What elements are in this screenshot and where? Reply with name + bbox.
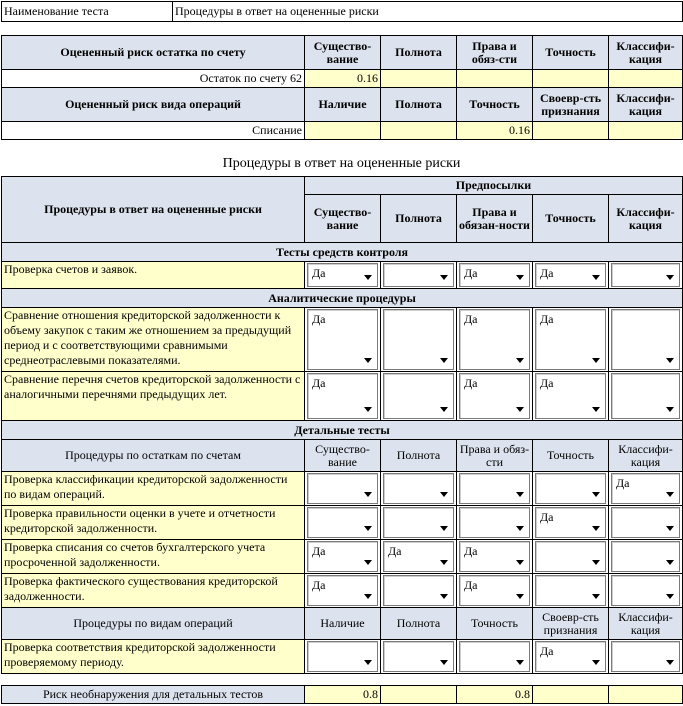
assertion-cell — [533, 574, 609, 608]
chevron-down-icon[interactable] — [364, 660, 372, 665]
assertion-dropdown[interactable] — [307, 309, 378, 370]
assertion-dropdown[interactable] — [383, 575, 454, 606]
procedure-text: Проверка правильности оценки в учете и отчетности кредиторской задолженности. — [2, 506, 305, 540]
assertion-dropdown[interactable] — [459, 541, 530, 572]
chevron-down-icon[interactable] — [364, 275, 372, 280]
chevron-down-icon[interactable] — [516, 492, 524, 497]
assertion-dropdown[interactable] — [535, 373, 606, 419]
section-title: Процедуры в ответ на оцененные риски — [222, 156, 461, 171]
chevron-down-icon[interactable] — [666, 358, 674, 363]
assertion-cell — [457, 574, 533, 608]
chevron-down-icon[interactable] — [440, 492, 448, 497]
assertion-cell — [457, 472, 533, 506]
col-timeliness: Своевр-сть признания — [533, 88, 609, 122]
assertion-cell — [381, 372, 457, 421]
assertion-cell — [533, 640, 609, 674]
col-completeness: Полнота — [381, 36, 457, 70]
dropdown-value: Да — [312, 312, 326, 326]
assertion-cell — [381, 506, 457, 540]
assertion-dropdown[interactable] — [307, 641, 378, 672]
risk-input[interactable] — [381, 122, 457, 140]
assertions-header: Предпосылки — [305, 177, 683, 195]
assertion-dropdown[interactable] — [611, 541, 680, 572]
assertion-cell — [305, 308, 381, 372]
assertion-cell — [305, 372, 381, 421]
assertion-dropdown[interactable] — [459, 473, 530, 504]
assertion-cell — [381, 262, 457, 289]
assertion-dropdown[interactable] — [383, 507, 454, 538]
col-classification: Классифи-кация — [609, 36, 683, 70]
assertion-dropdown[interactable] — [535, 309, 606, 370]
detection-risk-table — [1, 685, 683, 704]
chevron-down-icon[interactable] — [440, 660, 448, 665]
col-rights: Права и обяз-сти — [457, 36, 533, 70]
assertion-cell — [609, 372, 683, 421]
col-classification: Классифи-кация — [609, 195, 683, 243]
detection-risk-value[interactable]: 0.8 — [305, 686, 381, 704]
assertion-dropdown[interactable] — [383, 263, 454, 287]
assertion-cell — [457, 262, 533, 289]
procedure-text: Проверка фактического существования кредиторской задолженности. — [2, 574, 305, 608]
col-accuracy: Точность — [457, 88, 533, 122]
risk-input[interactable]: 0.16 — [305, 70, 381, 88]
col-occurrence: Наличие — [305, 88, 381, 122]
col-classification: Классифи-кация — [609, 88, 683, 122]
col-accuracy: Точность — [533, 440, 609, 472]
chevron-down-icon[interactable] — [666, 492, 674, 497]
col-timeliness: Своевр-сть признания — [533, 608, 609, 640]
assertion-cell — [305, 262, 381, 289]
assertion-cell — [305, 540, 381, 574]
assertion-dropdown[interactable] — [611, 641, 680, 672]
balances-subheader: Процедуры по остаткам по счетам — [2, 440, 305, 472]
assertion-cell — [609, 574, 683, 608]
assertion-cell — [609, 640, 683, 674]
assertion-cell — [533, 372, 609, 421]
procedure-row — [2, 640, 683, 674]
col-accuracy: Точность — [533, 36, 609, 70]
assessed-risk-table — [1, 35, 683, 140]
operations-subheader: Процедуры по видам операций — [2, 608, 305, 640]
chevron-down-icon[interactable] — [364, 358, 372, 363]
chevron-down-icon[interactable] — [592, 560, 600, 565]
detection-risk-value[interactable] — [609, 686, 683, 704]
assertion-dropdown[interactable] — [459, 507, 530, 538]
dropdown-value: Да — [464, 312, 478, 326]
procedures-header: Процедуры в ответ на оцененные риски — [2, 177, 305, 243]
procedure-text: Проверка счетов и заявок. — [2, 262, 305, 289]
procedure-text: Сравнение отношения кредиторской задолженности к объему закупок с таким же отношением за предыдущий период и с соответствующими сравнимыми среднеотраслевыми показателями. — [2, 308, 305, 372]
procedure-text: Проверка классификации кредиторской задолженности по видам операций. — [2, 472, 305, 506]
chevron-down-icon[interactable] — [516, 358, 524, 363]
detection-risk-value[interactable]: 0.8 — [457, 686, 533, 704]
procedure-row — [2, 262, 683, 289]
chevron-down-icon[interactable] — [364, 492, 372, 497]
dropdown-value: Да — [540, 266, 554, 280]
col-classification: Классифи-кация — [609, 440, 683, 472]
assertion-cell — [305, 472, 381, 506]
dropdown-value: Да — [312, 544, 326, 558]
section-analytical: Аналитические процедуры — [2, 289, 683, 308]
assertion-cell — [533, 308, 609, 372]
chevron-down-icon[interactable] — [666, 275, 674, 280]
assertion-cell — [533, 262, 609, 289]
assertion-cell — [381, 640, 457, 674]
operation-row-label: Списание — [2, 122, 305, 140]
assertion-dropdown[interactable] — [535, 473, 606, 504]
chevron-down-icon[interactable] — [592, 275, 600, 280]
assertion-dropdown[interactable] — [535, 541, 606, 572]
assertion-dropdown[interactable] — [611, 507, 680, 538]
assertion-cell — [533, 540, 609, 574]
assertion-dropdown[interactable] — [383, 541, 454, 572]
chevron-down-icon[interactable] — [516, 407, 524, 412]
assertion-dropdown[interactable] — [383, 641, 454, 672]
procedure-row — [2, 308, 683, 372]
assertion-dropdown[interactable] — [611, 263, 680, 287]
operation-risk-header: Оцененный риск вида операций — [2, 88, 305, 122]
chevron-down-icon[interactable] — [516, 594, 524, 599]
risk-input[interactable] — [381, 70, 457, 88]
risk-input[interactable] — [457, 70, 533, 88]
procedure-text: Проверка списания со счетов бухгалтерского учета просроченной задолженности. — [2, 540, 305, 574]
chevron-down-icon[interactable] — [440, 594, 448, 599]
procedure-text: Проверка соответствия кредиторской задолженности проверяемому периоду. — [2, 640, 305, 674]
dropdown-value: Да — [540, 510, 554, 524]
chevron-down-icon[interactable] — [592, 526, 600, 531]
risk-input[interactable] — [305, 122, 381, 140]
chevron-down-icon[interactable] — [364, 594, 372, 599]
account-row-label: Остаток по счету 62 — [2, 70, 305, 88]
assertion-dropdown[interactable] — [307, 507, 378, 538]
assertion-dropdown[interactable] — [383, 309, 454, 370]
assertion-cell — [305, 506, 381, 540]
dropdown-value: Да — [312, 578, 326, 592]
dropdown-value: Да — [616, 476, 630, 490]
chevron-down-icon[interactable] — [666, 407, 674, 412]
procedure-row — [2, 472, 683, 506]
dropdown-value: Да — [388, 544, 402, 558]
test-name-value[interactable]: Процедуры в ответ на оцененные риски — [173, 2, 683, 22]
assertion-cell — [609, 506, 683, 540]
chevron-down-icon[interactable] — [440, 560, 448, 565]
chevron-down-icon[interactable] — [666, 560, 674, 565]
chevron-down-icon[interactable] — [666, 594, 674, 599]
col-accuracy: Точность — [457, 608, 533, 640]
assertion-dropdown[interactable] — [307, 263, 378, 287]
assertion-cell — [609, 262, 683, 289]
dropdown-value: Да — [540, 312, 554, 326]
chevron-down-icon[interactable] — [516, 275, 524, 280]
test-name-table — [1, 1, 683, 22]
chevron-down-icon[interactable] — [592, 358, 600, 363]
col-existence: Существо-вание — [305, 36, 381, 70]
chevron-down-icon[interactable] — [516, 526, 524, 531]
assertion-dropdown[interactable] — [307, 373, 378, 419]
assertion-dropdown[interactable] — [611, 473, 680, 504]
col-completeness: Полнота — [381, 440, 457, 472]
assertion-cell — [457, 506, 533, 540]
procedure-row — [2, 506, 683, 540]
dropdown-value: Да — [464, 544, 478, 558]
chevron-down-icon[interactable] — [666, 526, 674, 531]
assertion-cell — [609, 308, 683, 372]
procedure-row — [2, 540, 683, 574]
assertion-cell — [305, 640, 381, 674]
assertion-cell — [533, 506, 609, 540]
dropdown-value: Да — [312, 376, 326, 390]
assertion-dropdown[interactable] — [535, 641, 606, 672]
detection-risk-label: Риск необнаружения для детальных тестов — [2, 686, 305, 704]
chevron-down-icon[interactable] — [440, 358, 448, 363]
account-risk-header: Оцененный риск остатка по счету — [2, 36, 305, 70]
chevron-down-icon[interactable] — [364, 526, 372, 531]
chevron-down-icon[interactable] — [364, 560, 372, 565]
assertion-dropdown[interactable] — [611, 309, 680, 370]
assertion-cell — [381, 574, 457, 608]
assertion-dropdown[interactable] — [611, 575, 680, 606]
assertion-dropdown[interactable] — [383, 373, 454, 419]
assertion-cell — [457, 308, 533, 372]
procedure-text: Сравнение перечня счетов кредиторской задолженности с аналогичными перечнями предыдущих лет. — [2, 372, 305, 421]
risk-input[interactable]: 0.16 — [457, 122, 533, 140]
chevron-down-icon[interactable] — [666, 660, 674, 665]
assertion-cell — [381, 472, 457, 506]
risk-input[interactable] — [609, 122, 683, 140]
chevron-down-icon[interactable] — [516, 660, 524, 665]
chevron-down-icon[interactable] — [592, 594, 600, 599]
chevron-down-icon[interactable] — [592, 492, 600, 497]
col-completeness: Полнота — [381, 195, 457, 243]
col-rights: Права и обязан-ности — [457, 195, 533, 243]
col-completeness: Полнота — [381, 608, 457, 640]
detection-risk-value[interactable] — [533, 686, 609, 704]
chevron-down-icon[interactable] — [592, 660, 600, 665]
col-existence: Существо-вание — [305, 440, 381, 472]
assertion-dropdown[interactable] — [611, 373, 680, 419]
procedure-row — [2, 372, 683, 421]
assertion-cell — [381, 540, 457, 574]
section-detail-tests: Детальные тесты — [2, 421, 683, 440]
assertion-cell — [457, 372, 533, 421]
chevron-down-icon[interactable] — [440, 275, 448, 280]
assertion-dropdown[interactable] — [459, 641, 530, 672]
chevron-down-icon[interactable] — [516, 560, 524, 565]
assertion-cell — [609, 472, 683, 506]
assertion-dropdown[interactable] — [383, 473, 454, 504]
assertion-cell — [381, 308, 457, 372]
col-rights: Права и обяз-сти — [457, 440, 533, 472]
dropdown-value: Да — [540, 644, 554, 658]
col-existence: Существо-вание — [305, 195, 381, 243]
risk-input[interactable] — [609, 70, 683, 88]
assertion-dropdown[interactable] — [535, 575, 606, 606]
assertion-cell — [457, 640, 533, 674]
procedures-table — [1, 176, 683, 674]
assertion-dropdown[interactable] — [459, 373, 530, 419]
assertion-dropdown[interactable] — [459, 263, 530, 287]
chevron-down-icon[interactable] — [440, 407, 448, 412]
dropdown-value: Да — [464, 266, 478, 280]
assertion-dropdown[interactable] — [459, 575, 530, 606]
dropdown-value: Да — [464, 376, 478, 390]
dropdown-value: Да — [312, 266, 326, 280]
dropdown-value: Да — [540, 376, 554, 390]
assertion-cell — [457, 540, 533, 574]
assertion-dropdown[interactable] — [307, 541, 378, 572]
col-classification: Классифи-кация — [609, 608, 683, 640]
assertion-cell — [533, 472, 609, 506]
assertion-dropdown[interactable] — [535, 507, 606, 538]
risk-input[interactable] — [533, 122, 609, 140]
assertion-cell — [609, 540, 683, 574]
col-occurrence: Наличие — [305, 608, 381, 640]
assertion-dropdown[interactable] — [459, 309, 530, 370]
col-accuracy: Точность — [533, 195, 609, 243]
chevron-down-icon[interactable] — [440, 526, 448, 531]
risk-input[interactable] — [533, 70, 609, 88]
col-completeness: Полнота — [381, 88, 457, 122]
dropdown-value: Да — [464, 578, 478, 592]
chevron-down-icon[interactable] — [592, 407, 600, 412]
test-name-label: Наименование теста — [2, 2, 173, 22]
assertion-dropdown[interactable] — [307, 473, 378, 504]
assertion-dropdown[interactable] — [535, 263, 606, 287]
procedure-row — [2, 574, 683, 608]
assertion-dropdown[interactable] — [307, 575, 378, 606]
detection-risk-value[interactable] — [381, 686, 457, 704]
section-control-tests: Тесты средств контроля — [2, 243, 683, 262]
assertion-cell — [305, 574, 381, 608]
chevron-down-icon[interactable] — [364, 407, 372, 412]
